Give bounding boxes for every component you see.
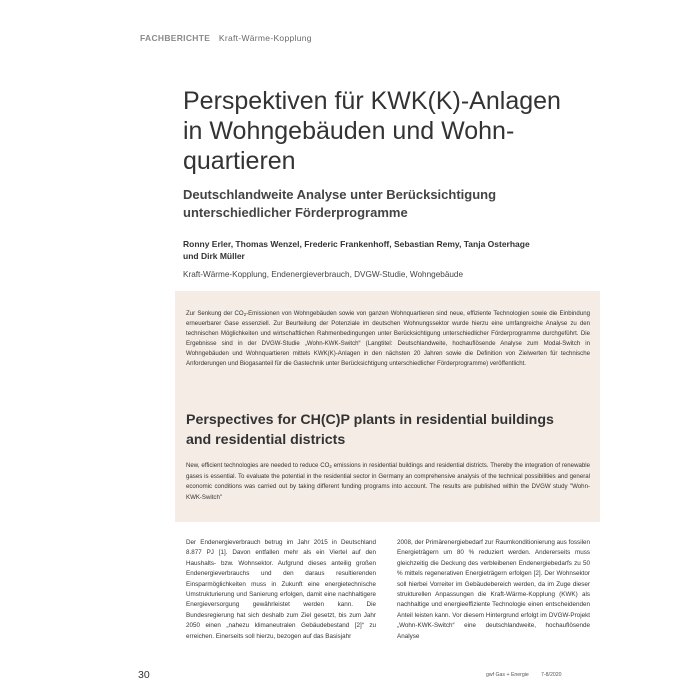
article-subtitle: Deutschlandweite Analyse unter Berücksichtigung unterschiedlicher Förderprogramme xyxy=(183,187,497,220)
section-header xyxy=(140,33,312,43)
abstract-german xyxy=(186,309,590,370)
english-title: Perspectives for CH(C)P plants in residential buildings and residential districts xyxy=(186,412,554,448)
abstract-english-part2: emissions in residential buildings and residential districts. Thereby the integration of renewable gases is essential. To evaluate the potential in the residential sector in Germany an comprehensive analysis of the technical possibilities and general economic conditions was carried out by taking different funding programs into account. The results are published within the DVGW study "Wohn-KWK-Switch" xyxy=(186,462,590,501)
abstract-english-part1: New, efficient technologies are needed to reduce CO xyxy=(186,462,330,469)
abstract-english xyxy=(186,461,590,503)
article-authors: Ronny Erler, Thomas Wenzel, Frederic Frankenhoff, Sebastian Remy, Tanja Osterhage und Dirk Müller xyxy=(183,239,530,261)
abstract-english-subscript: 2 xyxy=(329,464,332,469)
article-keywords: Kraft-Wärme-Kopplung, Endenergieverbrauch, DVGW-Studie, Wohngebäude xyxy=(183,270,464,279)
abstract-german-part1: Zur Senkung der CO xyxy=(186,310,244,317)
abstract-german-subscript: 2 xyxy=(243,312,247,317)
abstract-german-part2: -Emissionen von Wohngebäuden sowie von ganzen Wohnquartieren sind neue, effiziente Technologien sowie die Einbindung erneuerbarer Gase essenziell. Zur Beurteilung der Potenziale im deutschen Wohnungssektor wurde hierzu eine umfangreiche Analyse zu den technischen Möglichkeiten und wirtschaftlichen Rahmenbedingungen unter Berücksichtigung unterschiedlicher Förderprogramme durchgeführt. Die Ergebnisse sind in der DVGW-Studie „Wohn-KWK-Switch“ (Langtitel: Deutschlandweite, hochauflösende Analyse zum Modal-Switch in Wohngebäuden und Wohnquartieren mittels KWK(K)-Anlagen in den nächsten 20 Jahren sowie die Definition von Zielwerten für technische Anforderungen und Biogasanteil für die Gastechnik unter Berücksichtigung unterschiedlicher Förderprogramme) veröffentlicht. xyxy=(186,310,590,368)
body-column-right: 2008, der Primärenergiebedarf zur Raumkonditionierung aus fossilen Energieträgern um 80 % reduziert werden. Andererseits muss gleichzeitig die Deckung des verbleibenen Endenergiebedarfs zu 50 % mittels regenerativen Energieträgern erfolgen [2]. Der Wohnsektor soll hierbei Vorreiter im Gebäudebereich werden, da im Zuge dieser strukturellen Anpassungen die Kraft-Wärme-Kopplung (KWK) als nachhaltige und energieeffiziente Technologie einen entscheidenden Anteil leisten kann. Vor diesem Hintergrund erfolgt im DVGW-Projekt „Wohn-KWK-Switch“ eine deutschlandweite, hochauflösende Analyse xyxy=(397,539,590,640)
publication-name: gwf Gas + Energie xyxy=(486,672,529,678)
issue-number: 7-8/2020 xyxy=(541,672,562,678)
page-number: 30 xyxy=(138,669,150,681)
section-topic: Kraft-Wärme-Kopplung xyxy=(218,33,312,43)
article-title: Perspektiven für KWK(K)-Anlagen in Wohngebäuden und Wohn-quartieren xyxy=(183,87,561,175)
body-column-left: Der Endenergieverbrauch betrug im Jahr 2015 in Deutschland 8.877 PJ [1]. Davon entfallen mehr als ein Viertel auf den Haushalts- bzw. Wohnsektor. Aufgrund dieses anteilig großen Endenergieverbrauchs und den daraus resultierenden Einsparmöglichkeiten muss in Zukunft eine energietechnische Umstrukturierung und Sanierung erfolgen, damit eine nachhaltigere Energieversorgung gewährleistet werden kann. Die Bundesregierung hat sich deshalb zum Ziel gesetzt, bis zum Jahr 2050 einen „nahezu klimaneutralen Gebäudebestand [2]“ zu erreichen. Einerseits soll hierzu, bezogen auf das Basisjahr xyxy=(186,539,376,640)
section-category: FACHBERICHTE xyxy=(140,33,211,43)
